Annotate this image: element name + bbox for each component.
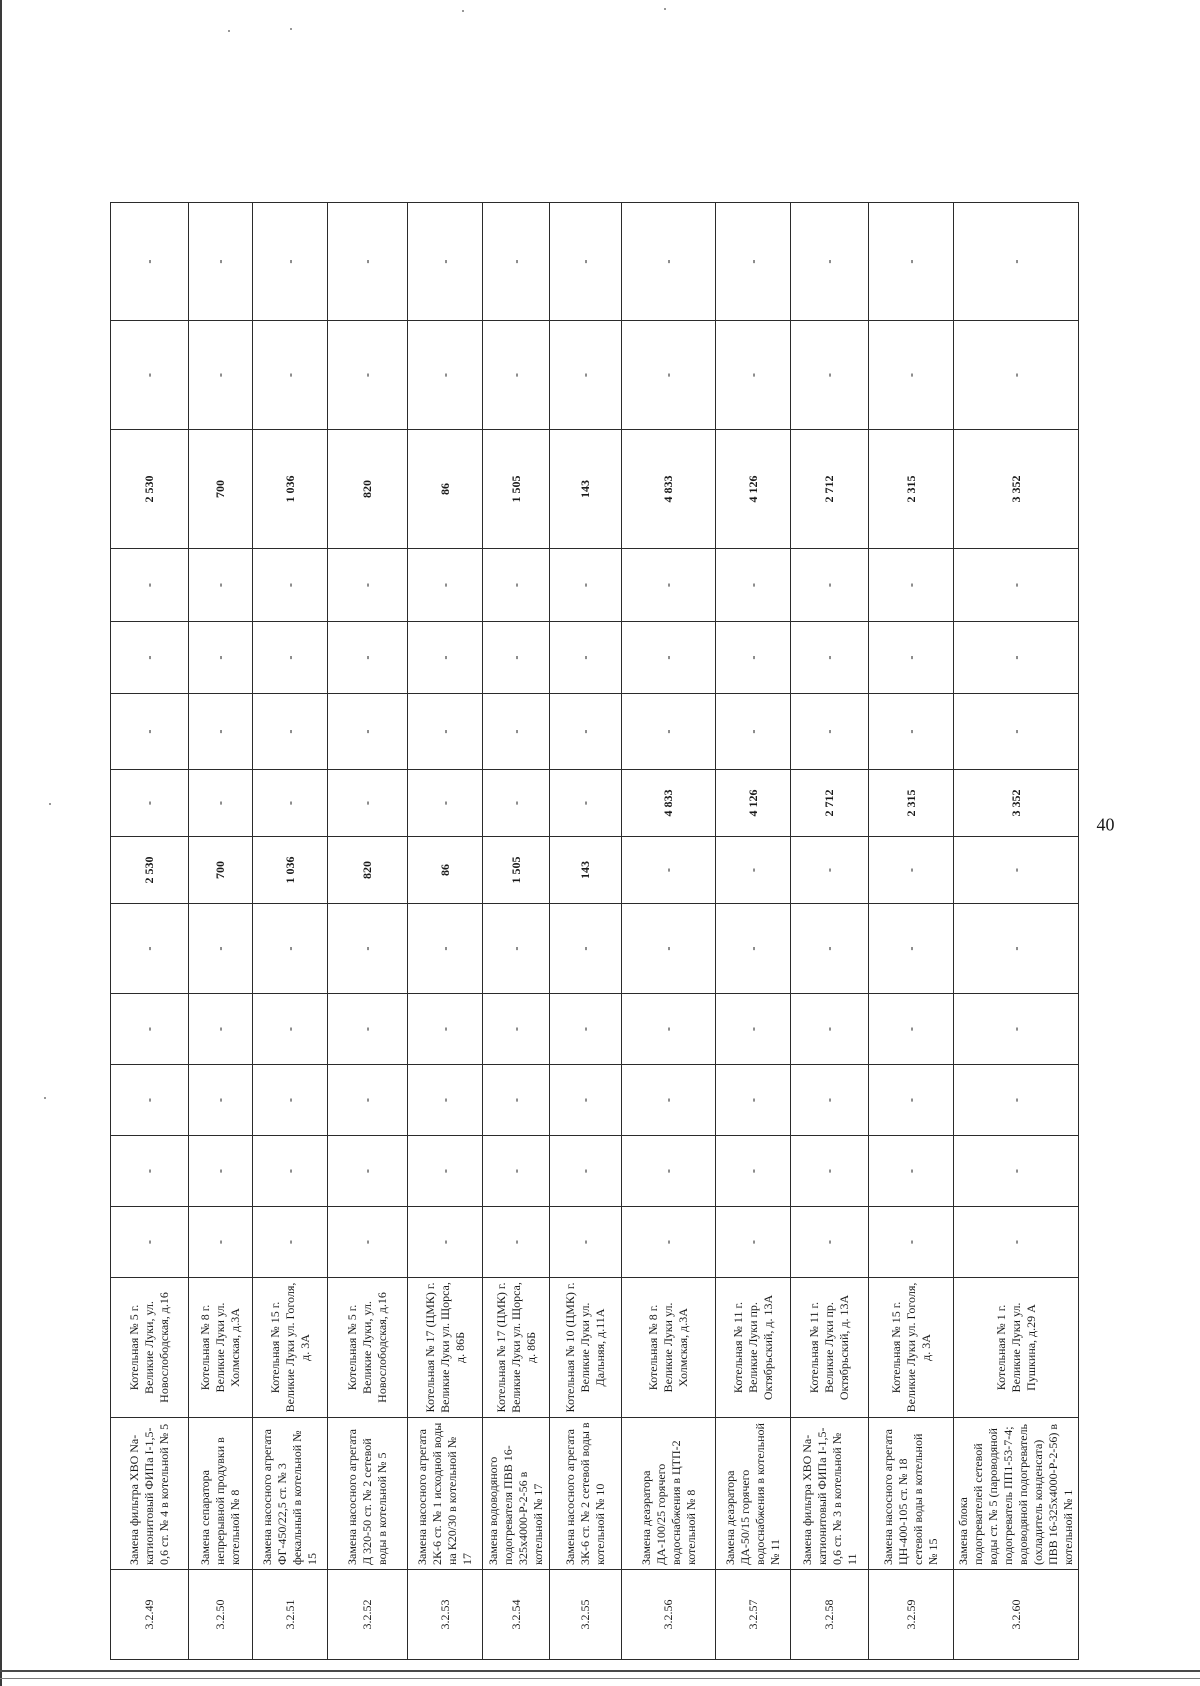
value-cell: -	[791, 622, 869, 694]
table-row	[328, 203, 408, 1660]
value-cell: -	[954, 1136, 1079, 1207]
table-row	[111, 203, 189, 1660]
value-cell: -	[483, 1065, 550, 1136]
table-row	[716, 203, 791, 1660]
value-cell: -	[189, 203, 253, 321]
value-cell: 1 505	[483, 430, 550, 549]
row-number-cell: 3.2.49	[111, 1570, 189, 1660]
value-cell: -	[408, 203, 483, 321]
value-cell: -	[716, 994, 791, 1065]
value-cell: -	[328, 1207, 408, 1278]
value-cell: -	[189, 622, 253, 694]
value-cell: 700	[189, 430, 253, 549]
value-cell: 820	[328, 430, 408, 549]
value-cell: -	[869, 203, 954, 321]
value-cell: -	[954, 994, 1079, 1065]
value-cell: -	[869, 1207, 954, 1278]
project-name-cell: Замена деаэратора ДА-100/25 горячего водоснабжения в ЦТП-2 котельной № 8	[622, 1418, 716, 1570]
value-cell: -	[550, 549, 622, 622]
project-name-cell: Замена насосного агрегата Д 320-50 ст. № 2 сетевой воды в котельной № 5	[328, 1418, 408, 1570]
table-row	[253, 203, 328, 1660]
value-cell: -	[483, 770, 550, 837]
value-cell: 3 352	[954, 770, 1079, 837]
location-cell: Котельная № 5 г. Великие Луки, ул. Новослободская, д.16	[111, 1278, 189, 1418]
location-cell: Котельная № 17 (ЦМК) г. Великие Луки ул. Щорса, д. 86Б	[408, 1278, 483, 1418]
value-cell: -	[111, 770, 189, 837]
value-cell: -	[408, 1136, 483, 1207]
value-cell: -	[328, 994, 408, 1065]
value-cell: -	[189, 1136, 253, 1207]
value-cell: -	[622, 1207, 716, 1278]
project-name-cell: Замена водоводяного подогревателя ПВВ 16-325х4000-Р-2-56 в котельной № 17	[483, 1418, 550, 1570]
value-cell: -	[189, 549, 253, 622]
value-cell: -	[189, 904, 253, 994]
value-cell: -	[869, 549, 954, 622]
value-cell: 2 315	[869, 770, 954, 837]
value-cell: -	[408, 549, 483, 622]
value-cell: -	[483, 1207, 550, 1278]
value-cell: -	[550, 1207, 622, 1278]
value-cell: 4 126	[716, 770, 791, 837]
value-cell: -	[189, 694, 253, 770]
value-cell: 2 530	[111, 430, 189, 549]
scan-speck	[49, 803, 51, 805]
value-cell: 700	[189, 837, 253, 904]
value-cell: 4 833	[622, 770, 716, 837]
value-cell: 2 712	[791, 430, 869, 549]
row-number-cell: 3.2.55	[550, 1570, 622, 1660]
value-cell: -	[253, 622, 328, 694]
value-cell: -	[716, 1207, 791, 1278]
value-cell: 143	[550, 430, 622, 549]
value-cell: -	[253, 1065, 328, 1136]
value-cell: -	[189, 770, 253, 837]
value-cell: -	[111, 694, 189, 770]
value-cell: -	[716, 1065, 791, 1136]
value-cell: -	[111, 904, 189, 994]
value-cell: -	[408, 904, 483, 994]
scan-left-border	[0, 0, 2, 1686]
value-cell: -	[328, 1136, 408, 1207]
value-cell: -	[253, 1136, 328, 1207]
value-cell: -	[408, 994, 483, 1065]
value-cell: -	[716, 694, 791, 770]
value-cell: 2 712	[791, 770, 869, 837]
row-number-cell: 3.2.51	[253, 1570, 328, 1660]
value-cell: -	[716, 837, 791, 904]
value-cell: -	[253, 203, 328, 321]
value-cell: -	[253, 994, 328, 1065]
value-cell: -	[954, 622, 1079, 694]
value-cell: -	[111, 994, 189, 1065]
project-name-cell: Замена фильтра ХВО Na-катионитовый ФИПа I-1,5-0,6 ст. № 4 в котельной № 5	[111, 1418, 189, 1570]
scan-bottom-border-thin	[0, 1678, 1200, 1679]
value-cell: -	[189, 1207, 253, 1278]
value-cell: -	[550, 1136, 622, 1207]
project-name-cell: Замена насосного агрегата 2К-6 ст. № 1 исходной воды на К20/30 в котельной № 17	[408, 1418, 483, 1570]
value-cell: -	[791, 837, 869, 904]
rotated-document-sheet	[110, 190, 1130, 1670]
scan-speck	[462, 10, 464, 12]
value-cell: -	[483, 994, 550, 1065]
table-row	[791, 203, 869, 1660]
value-cell: -	[791, 549, 869, 622]
project-name-cell: Замена насосного агрегата 3К-6 ст. № 2 сетевой воды в котельной № 10	[550, 1418, 622, 1570]
table-row	[622, 203, 716, 1660]
project-name-cell: Замена фильтра ХВО Na-катионитовый ФИПа I-1,5-0,6 ст. № 3 в котельной № 11	[791, 1418, 869, 1570]
row-number-cell: 3.2.57	[716, 1570, 791, 1660]
location-cell: Котельная № 5 г. Великие Луки, ул. Новослободская, д.16	[328, 1278, 408, 1418]
location-cell: Котельная № 15 г. Великие Луки ул. Гоголя, д. 3А	[253, 1278, 328, 1418]
value-cell: -	[550, 904, 622, 994]
value-cell: -	[328, 694, 408, 770]
table-row	[869, 203, 954, 1660]
table-row	[189, 203, 253, 1660]
value-cell: -	[791, 203, 869, 321]
value-cell: -	[189, 994, 253, 1065]
project-name-cell: Замена насосного агрегата ФГ-450/22,5 ст. № 3 фекальный в котельной № 15	[253, 1418, 328, 1570]
value-cell: 86	[408, 430, 483, 549]
value-cell: 1 036	[253, 837, 328, 904]
project-name-cell: Замена сепаратора непрерывной продувки в котельной № 8	[189, 1418, 253, 1570]
scan-speck	[44, 1097, 46, 1099]
value-cell: -	[622, 321, 716, 430]
location-cell: Котельная № 15 г. Великие Луки ул. Гоголя, д. 3А	[869, 1278, 954, 1418]
value-cell: -	[253, 694, 328, 770]
value-cell: -	[622, 994, 716, 1065]
value-cell: -	[408, 1065, 483, 1136]
row-number-cell: 3.2.52	[328, 1570, 408, 1660]
value-cell: -	[328, 904, 408, 994]
value-cell: 820	[328, 837, 408, 904]
project-name-cell: Замена блока подогревателей сетевой воды ст. № 5 (пароводяной подогреватель ПП1-53-7-4; водоводяной подогреватель (охладитель конденсата) ПВВ 16-325х4000-Р-2-56) в котельной № 1	[954, 1418, 1079, 1570]
value-cell: -	[622, 203, 716, 321]
value-cell: -	[869, 1136, 954, 1207]
value-cell: 4 126	[716, 430, 791, 549]
value-cell: -	[328, 549, 408, 622]
value-cell: -	[550, 770, 622, 837]
value-cell: -	[328, 770, 408, 837]
value-cell: -	[111, 622, 189, 694]
value-cell: 3 352	[954, 430, 1079, 549]
value-cell: -	[253, 770, 328, 837]
value-cell: -	[954, 203, 1079, 321]
value-cell: -	[622, 837, 716, 904]
location-cell: Котельная № 11 г. Великие Луки пр. Октябрьский, д. 13А	[716, 1278, 791, 1418]
value-cell: -	[716, 203, 791, 321]
row-number-cell: 3.2.60	[954, 1570, 1079, 1660]
value-cell: -	[622, 1136, 716, 1207]
value-cell: -	[869, 904, 954, 994]
value-cell: -	[328, 321, 408, 430]
value-cell: 2 315	[869, 430, 954, 549]
value-cell: -	[483, 622, 550, 694]
value-cell: -	[716, 549, 791, 622]
location-cell: Котельная № 17 (ЦМК) г. Великие Луки ул. Щорса, д. 86Б	[483, 1278, 550, 1418]
row-number-cell: 3.2.54	[483, 1570, 550, 1660]
value-cell: -	[791, 994, 869, 1065]
row-number-cell: 3.2.56	[622, 1570, 716, 1660]
value-cell: 143	[550, 837, 622, 904]
table-row	[483, 203, 550, 1660]
value-cell: -	[550, 1065, 622, 1136]
value-cell: -	[483, 694, 550, 770]
value-cell: -	[550, 694, 622, 770]
value-cell: 2 530	[111, 837, 189, 904]
value-cell: -	[111, 1207, 189, 1278]
value-cell: -	[954, 904, 1079, 994]
value-cell: -	[550, 203, 622, 321]
value-cell: -	[954, 321, 1079, 430]
project-name-cell: Замена насосного агрегата ЦН-400-105 ст. № 18 сетевой воды в котельной № 15	[869, 1418, 954, 1570]
value-cell: -	[189, 321, 253, 430]
value-cell: -	[716, 904, 791, 994]
location-cell: Котельная № 11 г. Великие Луки пр. Октябрьский, д. 13А	[791, 1278, 869, 1418]
location-cell: Котельная № 10 (ЦМК) г. Великие Луки ул. Дальняя, д.11А	[550, 1278, 622, 1418]
scan-speck	[290, 28, 292, 30]
value-cell: -	[550, 622, 622, 694]
value-cell: -	[622, 622, 716, 694]
location-cell: Котельная № 1 г. Великие Луки ул. Пушкина, д.29 А	[954, 1278, 1079, 1418]
scan-speck	[228, 30, 230, 32]
value-cell: -	[483, 549, 550, 622]
value-cell: -	[954, 837, 1079, 904]
value-cell: -	[869, 837, 954, 904]
value-cell: 1 036	[253, 430, 328, 549]
value-cell: -	[869, 622, 954, 694]
value-cell: -	[622, 1065, 716, 1136]
value-cell: -	[253, 1207, 328, 1278]
value-cell: -	[253, 549, 328, 622]
value-cell: -	[111, 1136, 189, 1207]
value-cell: -	[622, 549, 716, 622]
value-cell: -	[791, 904, 869, 994]
value-cell: -	[408, 1207, 483, 1278]
value-cell: -	[869, 994, 954, 1065]
value-cell: -	[408, 622, 483, 694]
row-number-cell: 3.2.50	[189, 1570, 253, 1660]
value-cell: -	[954, 694, 1079, 770]
value-cell: -	[253, 321, 328, 430]
table-row	[550, 203, 622, 1660]
value-cell: -	[483, 1136, 550, 1207]
value-cell: -	[328, 622, 408, 694]
investment-program-table	[110, 202, 1079, 1660]
value-cell: 86	[408, 837, 483, 904]
value-cell: -	[111, 203, 189, 321]
value-cell: 1 505	[483, 837, 550, 904]
value-cell: -	[791, 694, 869, 770]
value-cell: -	[408, 321, 483, 430]
value-cell: -	[869, 694, 954, 770]
value-cell: -	[716, 622, 791, 694]
value-cell: -	[111, 321, 189, 430]
table-row	[408, 203, 483, 1660]
value-cell: -	[408, 694, 483, 770]
value-cell: -	[483, 203, 550, 321]
scan-bottom-border	[0, 1670, 1200, 1672]
row-number-cell: 3.2.59	[869, 1570, 954, 1660]
value-cell: -	[328, 203, 408, 321]
row-number-cell: 3.2.53	[408, 1570, 483, 1660]
location-cell: Котельная № 8 г. Великие Луки ул. Холмская, д.3А	[189, 1278, 253, 1418]
value-cell: -	[954, 1207, 1079, 1278]
value-cell: -	[550, 321, 622, 430]
value-cell: 4 833	[622, 430, 716, 549]
value-cell: -	[791, 1207, 869, 1278]
value-cell: -	[622, 694, 716, 770]
scan-speck	[664, 8, 666, 10]
value-cell: -	[954, 1065, 1079, 1136]
value-cell: -	[716, 1136, 791, 1207]
value-cell: -	[791, 321, 869, 430]
value-cell: -	[622, 904, 716, 994]
value-cell: -	[328, 1065, 408, 1136]
location-cell: Котельная № 8 г. Великие Луки ул. Холмская, д.3А	[622, 1278, 716, 1418]
value-cell: -	[483, 904, 550, 994]
value-cell: -	[791, 1136, 869, 1207]
value-cell: -	[869, 321, 954, 430]
value-cell: -	[408, 770, 483, 837]
page-number: 40	[1096, 814, 1115, 835]
value-cell: -	[253, 904, 328, 994]
value-cell: -	[869, 1065, 954, 1136]
project-name-cell: Замена деаэратора ДА-50/15 горячего водоснабжения в котельной № 11	[716, 1418, 791, 1570]
value-cell: -	[483, 321, 550, 430]
value-cell: -	[189, 1065, 253, 1136]
value-cell: -	[954, 549, 1079, 622]
value-cell: -	[716, 321, 791, 430]
table-row	[954, 203, 1079, 1660]
value-cell: -	[111, 1065, 189, 1136]
row-number-cell: 3.2.58	[791, 1570, 869, 1660]
value-cell: -	[550, 994, 622, 1065]
value-cell: -	[791, 1065, 869, 1136]
value-cell: -	[111, 549, 189, 622]
